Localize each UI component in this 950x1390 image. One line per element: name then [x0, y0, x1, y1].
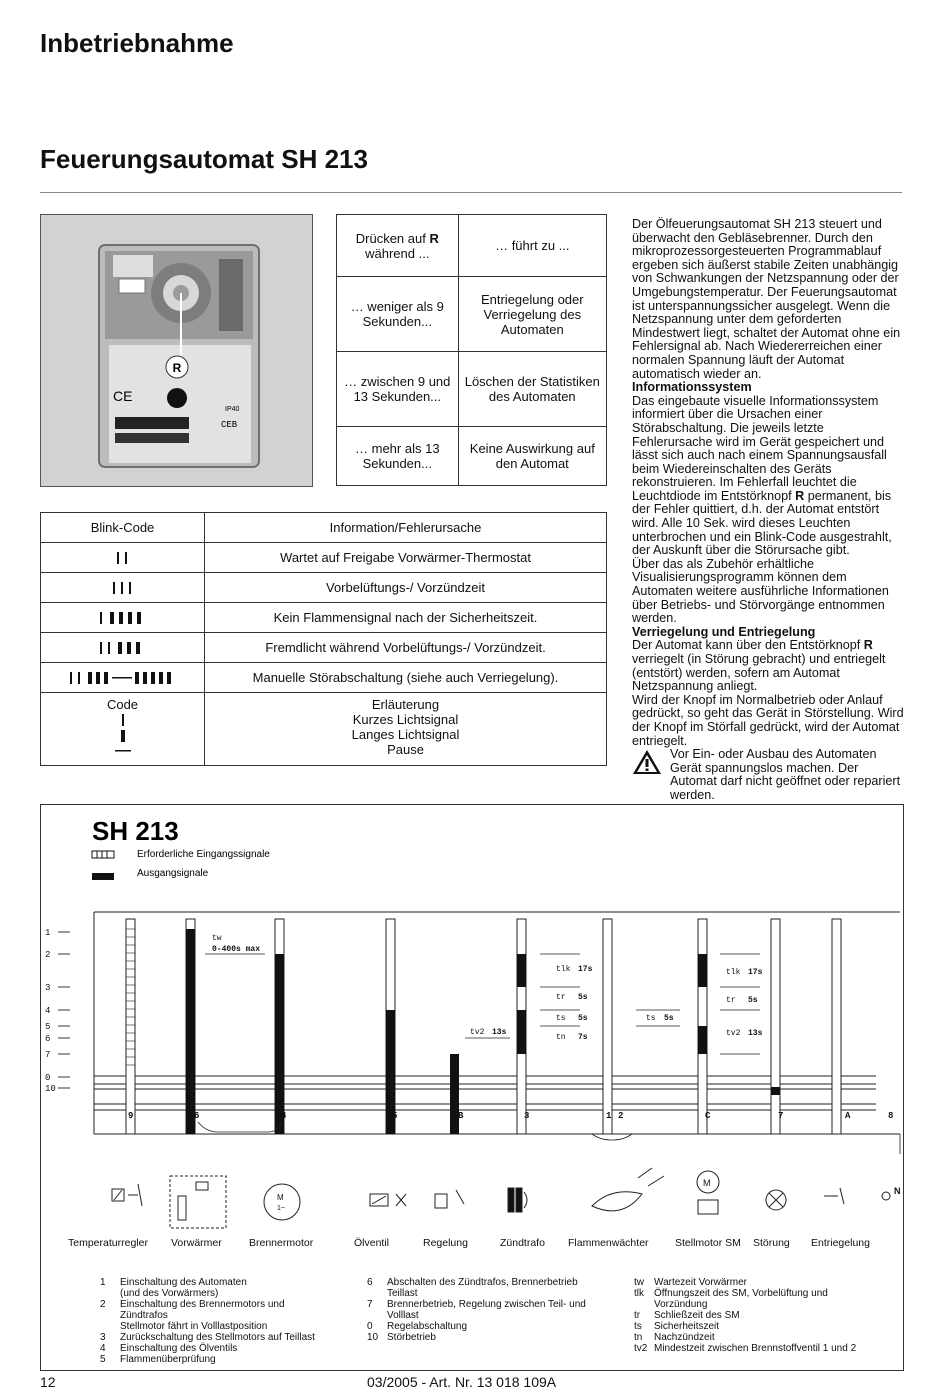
- svg-text:0-400s max: 0-400s max: [212, 945, 261, 954]
- paragraph: Der Automat kann über den Entstörknopf R verriegelt (in Störung gebracht) und entriegelt (entstört) werden, sofern am Automat Netzspannung anliegt.: [632, 638, 886, 694]
- svg-text:5s: 5s: [578, 1014, 588, 1023]
- svg-text:3: 3: [524, 1111, 530, 1121]
- svg-text:M: M: [703, 1178, 711, 1188]
- footnotes-col1: 1 Einschaltung des Automaten (und des Vorwärmers) 2 Einschaltung des Brennermotors und Zündtrafos Stellmotor fährt in Volllastposition 3 Zurückschaltung des Stellmotors auf Teillast 4 Einschaltung des Ölventils 5 Flammenüberprüfung: [100, 1277, 315, 1365]
- svg-text:1: 1: [606, 1111, 612, 1121]
- description-text: [632, 218, 904, 803]
- component-label: Zündtrafo: [500, 1237, 545, 1249]
- svg-text:IP40: IP40: [225, 406, 240, 413]
- r-table-cell: Entriegelung oder Verriegelung des Automaten: [458, 277, 606, 352]
- svg-text:8: 8: [888, 1111, 894, 1121]
- blink-info: Vorbelüftungs-/ Vorzündzeit: [205, 573, 607, 603]
- svg-text:6: 6: [45, 1034, 51, 1044]
- svg-text:7: 7: [778, 1111, 784, 1121]
- svg-text:5: 5: [45, 1022, 51, 1032]
- component-label: Störung: [753, 1237, 790, 1249]
- component-label: Ölventil: [354, 1237, 390, 1249]
- component-label: Entriegelung: [811, 1237, 870, 1249]
- svg-text:tw: tw: [212, 934, 222, 943]
- component-icons: [112, 1168, 901, 1228]
- footnotes-col3: tw Wartezeit Vorwärmer tlk Öffnungszeit des SM, Vorbelüftung und Vorzündung tr Schließzeit des SM ts Sicherheitszeit tn Nachzündzeit tv2 Mindestzeit zwischen Brennstoffventil 1 und 2: [634, 1277, 857, 1354]
- r-table-cell: Keine Auswirkung auf den Automat: [458, 427, 606, 486]
- legend-output: Ausgangsignale: [137, 868, 209, 879]
- svg-text:C: C: [705, 1111, 711, 1121]
- svg-text:4: 4: [45, 1006, 51, 1016]
- svg-text:9: 9: [128, 1111, 134, 1121]
- svg-text:6: 6: [194, 1111, 200, 1121]
- svg-text:5: 5: [392, 1111, 398, 1121]
- blink-info: Manuelle Störabschaltung (siehe auch Verriegelung).: [205, 663, 607, 693]
- svg-text:ts: ts: [646, 1014, 656, 1023]
- paragraph: Der Ölfeuerungsautomat SH 213 steuert und überwacht den Gebläsebrenner. Durch den mikroprozessorgesteuerten Programmablauf ergeben sich äußerst stabile Zeiten unabhängig von Schwankungen der Netzspannung oder der Umgebungstemperatur. Der Feuerungsautomat ist unterspannungssicher ausgelegt. Wenn die Netzspannung unter dem geforderten Mindestwert liegt, schaltet der Automat ohne ein Fehlersignal ab. Nach Wiedererreichen einer normalen Spannung läuft der Automat automatisch wieder an.: [632, 217, 901, 381]
- blink-header: Blink-Code: [41, 513, 205, 543]
- svg-text:5s: 5s: [578, 993, 588, 1002]
- blink-info: Wartet auf Freigabe Vorwärmer-Thermostat: [205, 543, 607, 573]
- svg-text:ts: ts: [556, 1014, 566, 1023]
- svg-text:CEB: CEB: [221, 420, 238, 430]
- diagram-title: SH 213: [92, 816, 179, 846]
- svg-text:tr: tr: [556, 993, 566, 1002]
- info-header: Information/Fehlerursache: [205, 513, 607, 543]
- svg-text:5s: 5s: [664, 1014, 674, 1023]
- svg-text:tn: tn: [556, 1033, 566, 1042]
- blink-info: Kein Flammensignal nach der Sicherheitszeit.: [205, 603, 607, 633]
- svg-text:3: 3: [45, 983, 51, 993]
- blink-code-pattern: [41, 633, 205, 663]
- paragraph: Das eingebaute visuelle Informationssystem informiert über die Ursachen einer Störabschaltung. Die jeweils letzte Fehlerursache wird im Gerät gespeichert und lässt sich auch nach einem Spannungsausfall beim Wiedereinschalten des Geräts rekonstruieren. Im Fehlerfall leuchtet die Leuchtdiode im Entstörknopf R permanent, bis der Fehler quittiert, d.h. der Automat entstört wird. Alle 10 Sek. wird dieses Leuchten unterbrochen und ein Blink-Code ausgestrahlt, der Auskunft über die Störursache gibt.: [632, 393, 892, 558]
- svg-text:4: 4: [281, 1111, 287, 1121]
- svg-text:tlk: tlk: [556, 965, 571, 974]
- svg-text:2: 2: [45, 950, 51, 960]
- svg-text:tr: tr: [726, 996, 736, 1005]
- r-table-cell: Löschen der Statistiken des Automaten: [458, 352, 606, 427]
- legend-input: Erforderliche Eingangssignale: [137, 849, 270, 860]
- svg-text:13s: 13s: [748, 1029, 763, 1038]
- blink-code-pattern: [41, 663, 205, 693]
- device-photo: [40, 214, 313, 487]
- svg-text:M: M: [277, 1193, 284, 1202]
- reset-button-table: [336, 214, 607, 486]
- svg-text:10: 10: [45, 1084, 56, 1094]
- svg-text:A: A: [845, 1111, 851, 1121]
- r-table-cell: … mehr als 13 Sekunden...: [337, 427, 459, 486]
- svg-text:7: 7: [45, 1050, 51, 1060]
- svg-text:7s: 7s: [578, 1033, 588, 1042]
- paragraph: Über das als Zubehör erhältliche Visualisierungsprogramm können dem Automaten weitere ausführliche Informationen über Betriebs- und Störvorgänge entnommen werden.: [632, 556, 889, 626]
- page-title: Inbetriebnahme: [40, 28, 234, 58]
- svg-text:tlk: tlk: [726, 968, 741, 977]
- blink-info: Fremdlicht während Vorbelüftungs-/ Vorzündzeit.: [205, 633, 607, 663]
- blink-code-pattern: [41, 573, 205, 603]
- r-table-header-right: … führt zu ...: [458, 215, 606, 277]
- svg-text:13s: 13s: [492, 1028, 507, 1037]
- component-label: Vorwärmer: [171, 1237, 222, 1249]
- warning-note: Vor Ein- oder Ausbau des Automaten Gerät spannungslos machen. Der Automat darf nicht geöffnet oder repariert werden.: [632, 748, 904, 802]
- paragraph: Wird der Knopf im Normalbetrieb oder Anlauf gedrückt, so geht das Gerät in Störstellung. Wird der Knopf im Störfall gedrückt, wird der Automat entriegelt.: [632, 692, 904, 748]
- component-label: Brennermotor: [249, 1237, 314, 1249]
- svg-text:0: 0: [45, 1073, 51, 1083]
- r-table-cell: … zwischen 9 und 13 Sekunden...: [337, 352, 459, 427]
- svg-text:CE: CE: [113, 388, 133, 404]
- section-title: Feuerungsautomat SH 213: [40, 144, 368, 174]
- component-label: Stellmotor SM: [675, 1237, 741, 1249]
- r-table-header-left: Drücken auf R während ...: [337, 215, 459, 277]
- heading-informationssystem: Informationssystem: [632, 380, 752, 395]
- svg-text:17s: 17s: [748, 968, 763, 977]
- heading-verriegelung: Verriegelung und Entriegelung: [632, 624, 816, 639]
- svg-text:2: 2: [618, 1111, 624, 1121]
- svg-text:5s: 5s: [748, 996, 758, 1005]
- warning-icon: [632, 748, 662, 802]
- svg-text:tv2: tv2: [470, 1028, 485, 1037]
- r-table-cell: … weniger als 9 Sekunden...: [337, 277, 459, 352]
- legend-code: Code: [41, 693, 205, 766]
- svg-text:tv2: tv2: [726, 1029, 741, 1038]
- component-label: Temperaturregler: [68, 1237, 148, 1249]
- svg-text:1~: 1~: [277, 1205, 285, 1212]
- component-label: Flammenwächter: [568, 1237, 649, 1249]
- legend-explanation: Erläuterung Kurzes Lichtsignal Langes Lichtsignal Pause: [205, 693, 607, 766]
- svg-text:B: B: [458, 1111, 464, 1121]
- svg-text:N: N: [894, 1186, 901, 1196]
- page-number: 12: [40, 1374, 56, 1390]
- svg-text:1: 1: [45, 928, 51, 938]
- svg-text:17s: 17s: [578, 965, 593, 974]
- blink-code-pattern: [41, 603, 205, 633]
- title-divider: [40, 192, 902, 193]
- footnotes-col2: 6 Abschalten des Zündtrafos, Brennerbetrieb Teillast 7 Brennerbetrieb, Regelung zwischen Teil- und Volllast 0 Regelabschaltung 10 Störbetrieb: [367, 1277, 586, 1343]
- svg-text:R: R: [172, 361, 182, 375]
- blink-code-table: [40, 512, 607, 766]
- blink-code-pattern: [41, 543, 205, 573]
- article-number: 03/2005 - Art. Nr. 13 018 109A: [367, 1374, 557, 1390]
- component-label: Regelung: [423, 1237, 468, 1249]
